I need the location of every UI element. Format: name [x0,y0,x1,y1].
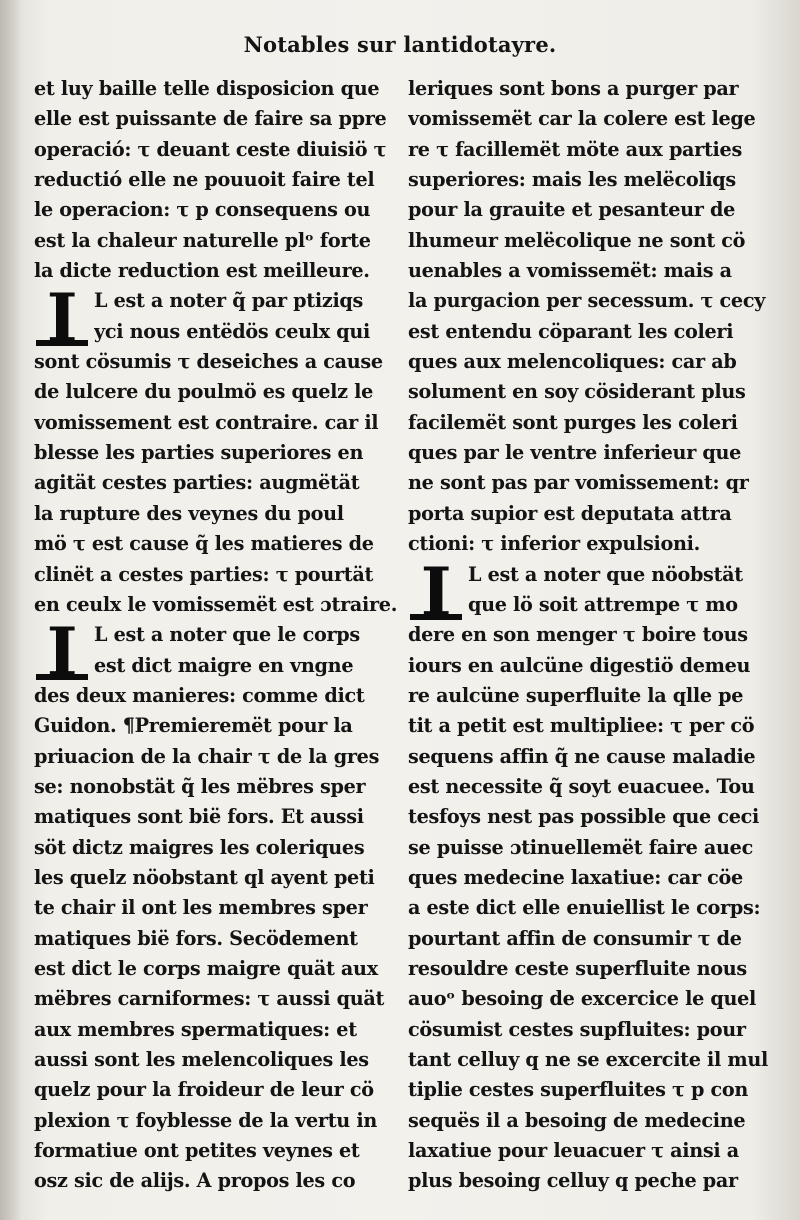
text-line: laxatiue pour leuacuer τ ainsi a [408,1139,739,1163]
text-line: plexion τ foyblesse de la vertu in [34,1108,377,1132]
text-line: osz sic de alijs. A propos les co [34,1169,356,1193]
text-line: iours en aulcüne digestiö demeu [408,653,751,677]
text-line: blesse les parties superiores en [34,441,364,465]
text-line: porta supior est deputata attra [408,501,732,525]
text-line: pourtant affin de consumir τ de [408,926,742,950]
right-column [408,74,780,1197]
text-line: les quelz nöobstant ql ayent peti [34,865,375,889]
text-line: et luy baille telle disposicion que [34,77,380,100]
text-line: uenables a vomissemët: mais a [408,259,732,283]
text-line: aussi sont les melencoliques les [34,1048,369,1071]
text-line: reductió elle ne pouuoit faire tel [34,168,375,192]
text-line: de lulcere du poulmö es quelz le [34,380,374,404]
running-header: Notables sur lantidotayre. [243,32,557,57]
text-line: operació: τ deuant ceste diuisiö τ [34,137,387,161]
text-line: L est a noter que le corps [94,623,360,647]
text-line: la dicte reduction est meilleure. [34,259,370,283]
text-line: tesfoys nest pas possible que ceci [408,805,760,829]
paragraph [408,74,780,560]
text-line: elle est puissante de faire sa ppre [34,107,387,131]
text-line: superiores: mais les melëcoliqs [408,168,736,192]
drop-cap-initial: I [410,564,462,620]
text-line: ques par le ventre inferieur que [408,441,742,465]
text-line: söt dictz maigres les coleriques [34,835,365,859]
drop-cap-initial: I [36,290,88,346]
text-line: vomissemët car la colere est lege [408,107,756,131]
text-line: tit a petit est multipliee: τ per cö [408,714,755,738]
text-line: que lö soit attrempe τ mo [468,592,738,616]
text-line: le operacion: τ p consequens ou [34,198,371,222]
text-line: matiques sont bië fors. Et aussi [34,805,364,829]
text-line: auoᵒ besoing de excercice le quel [408,987,757,1011]
left-column [34,74,406,1197]
paragraph [34,74,406,286]
text-line: resouldre ceste superfluite nous [408,956,747,980]
text-line: se: nonobstät q̃ les mëbres sper [34,774,366,798]
text-line: formatiue ont petites veynes et [34,1139,360,1163]
text-line: agität cestes parties: augmëtät [34,471,360,495]
text-line: lhumeur melëcolique ne sont cö [408,228,746,252]
text-line: yci nous entëdös ceulx qui [94,319,371,343]
text-line: en ceulx le vomissemët est ɔtraire. [34,592,398,616]
text-line: quelz pour la froideur de leur cö [34,1078,374,1102]
paragraph [408,552,780,1197]
text-line: ne sont pas par vomissement: qr [408,471,749,495]
text-line: leriques sont bons a purger par [408,77,739,100]
text-line: sequës il a besoing de medecine [408,1108,746,1132]
text-line: se puisse ɔtinuellemët faire auec [408,835,753,859]
text-line: Guidon. ¶Premieremët pour la [34,714,353,738]
text-line: L est a noter que nöobstät [468,562,743,586]
text-line: ques medecine laxatiue: car cöe [408,865,743,889]
text-line: matiques bië fors. Secödement [34,926,358,950]
text-line: ctioni: τ inferior expulsioni. [408,532,701,556]
text-line: priuacion de la chair τ de la gres [34,744,380,768]
text-line: des deux manieres: comme dict [34,683,365,707]
text-line: est la chaleur naturelle plᵒ forte [34,228,371,252]
text-line: ques aux melencoliques: car ab [408,350,737,374]
text-line: pour la grauite et pesanteur de [408,198,735,222]
text-line: dere en son menger τ boire tous [408,623,748,647]
text-line: solument en soy cösiderant plus [408,380,746,404]
text-line: sont cösumis τ deseiches a cause [34,350,383,374]
text-line: sequens affin q̃ ne cause maladie [408,744,756,768]
text-line: est dict maigre en vngne [94,653,354,677]
text-line: plus besoing celluy q peche par [408,1169,738,1193]
text-line: tiplie cestes superfluites τ p con [408,1078,749,1102]
text-line: aux membres spermatiques: et [34,1017,357,1041]
text-line: est entendu cöparant les coleri [408,319,734,343]
text-line: la rupture des veynes du poul [34,501,344,525]
paragraph [34,279,406,620]
text-line: clinët a cestes parties: τ pourtät [34,562,374,586]
text-line: L est a noter q̃ par ptiziqs [94,289,364,313]
text-line: facilemët sont purges les coleri [408,410,738,434]
paragraph [34,613,406,1197]
text-line: vomissement est contraire. car il [34,410,379,434]
text-line: re τ facillemët möte aux parties [408,137,742,161]
page-gutter-shadow [0,0,22,1220]
text-line: te chair il ont les membres sper [34,896,368,920]
text-line: re aulcüne superfluite la qlle pe [408,683,744,707]
text-line: mëbres carniformes: τ aussi quät [34,987,385,1011]
text-line: est dict le corps maigre quät aux [34,956,378,980]
drop-cap-initial: I [36,624,88,680]
text-line: est necessite q̃ soyt euacuee. Tou [408,774,755,798]
text-line: mö τ est cause q̃ les matieres de [34,532,374,556]
text-line: cösumist cestes supfluites: pour [408,1017,746,1041]
text-line: la purgacion per secessum. τ cecy [408,289,766,313]
text-line: a este dict elle enuiellist le corps: [408,896,761,920]
text-line: tant celluy q ne se excercite il mul [408,1048,769,1071]
